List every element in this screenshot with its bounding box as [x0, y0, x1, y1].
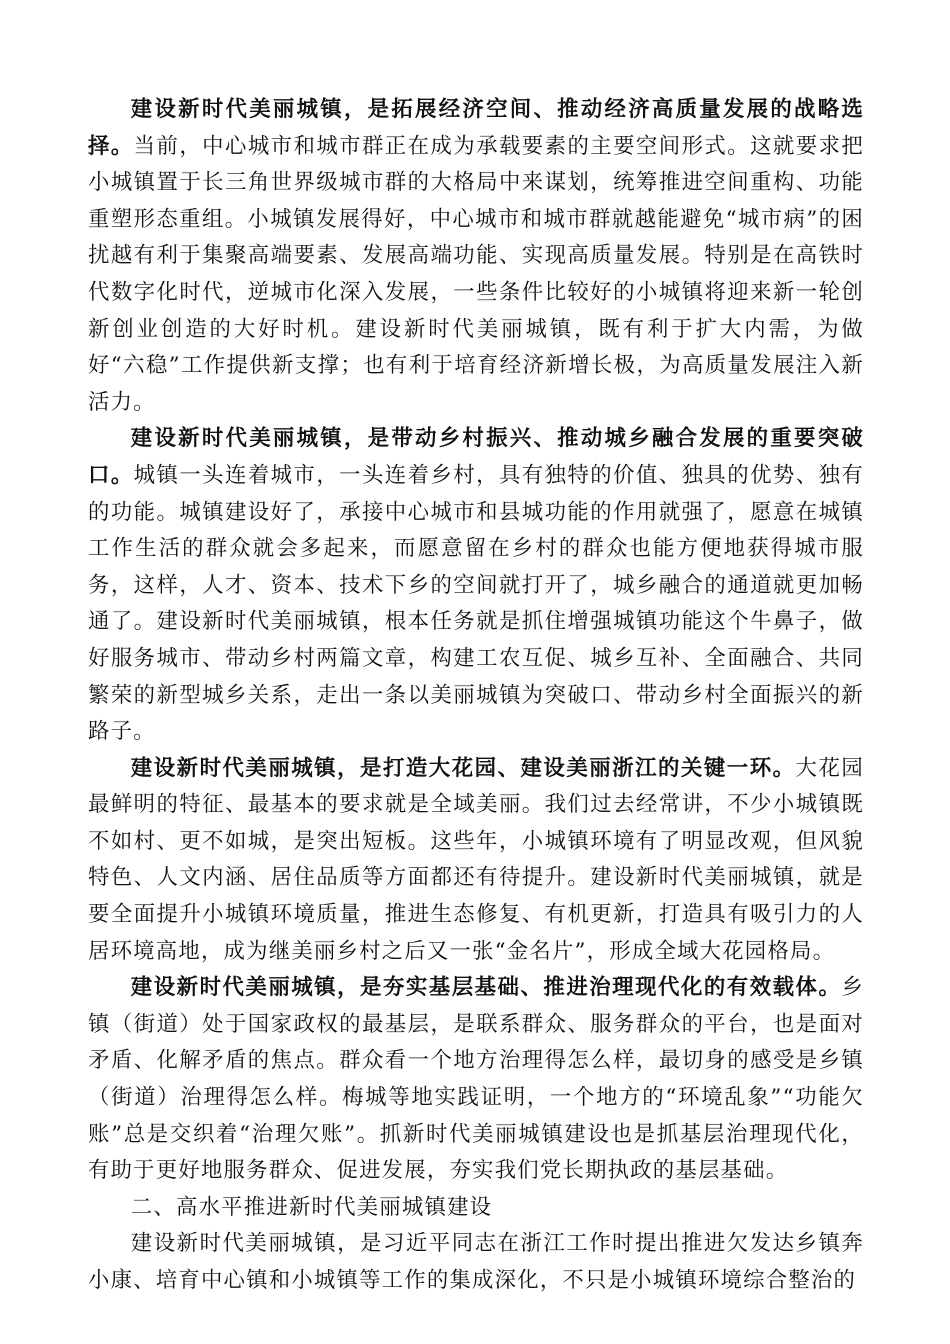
paragraph-lead: 建设新时代美丽城镇，是拓展经济空间、推动经济高质量发展的战略选择。	[88, 97, 864, 159]
paragraph-grassroots-governance	[88, 970, 864, 1190]
paragraph-lead: 建设新时代美丽城镇，是带动乡村振兴、推动城乡融合发展的重要突破口。	[88, 426, 864, 488]
paragraph-body: 城镇一头连着城市，一头连着乡村，具有独特的价值、独具的优势、独有的功能。城镇建设好了，承接中心城市和县城功能的作用就强了，愿意在城镇工作生活的群众就会多起来，而愿意留在乡村的群众也能方便地获得城市服务，这样，人才、资本、技术下乡的空间就打开了，城乡融合的通道就更加畅通了。建设新时代美丽城镇，根本任务就是抓住增强城镇功能这个牛鼻子，做好服务城市、带动乡村两篇文章，构建工农互促、城乡互补、全面融合、共同繁荣的新型城乡关系，走出一条以美丽城镇为突破口、带动乡村全面振兴的新路子。	[88, 462, 865, 745]
section-heading: 二、高水平推进新时代美丽城镇建设	[130, 1194, 493, 1220]
paragraph-big-garden	[88, 751, 864, 971]
paragraph-rural-revitalization	[88, 421, 864, 750]
paragraph-body: 大花园最鲜明的特征、最基本的要求就是全域美丽。我们过去经常讲，不少小城镇既不如村、更不如城，是突出短板。这些年，小城镇环境有了明显改观，但风貌特色、人文内涵、居住品质等方面都还有待提升。建设新时代美丽城镇，就是要全面提升小城镇环境质量，推进生态修复、有机更新，打造具有吸引力的人居环境高地，成为继美丽乡村之后又一张“金名片”，形成全域大花园格局。	[88, 755, 864, 964]
paragraph-final: 建设新时代美丽城镇，是习近平同志在浙江工作时提出推进欠发达乡镇奔小康、培育中心镇和小城镇等工作的集成深化，不只是小城镇环境综合整治的	[88, 1231, 864, 1293]
paragraph-body: 乡镇（街道）处于国家政权的最基层，是联系群众、服务群众的平台，也是面对矛盾、化解矛盾的焦点。群众看一个地方治理得怎么样，最切身的感受是乡镇（街道）治理得怎么样。梅城等地实践证明，一个地方的“环境乱象”“功能欠账”总是交织着“治理欠账”。抓新时代美丽城镇建设也是抓基层治理现代化，有助于更好地服务群众、促进发展，夯实我们党长期执政的基层基础。	[88, 975, 864, 1184]
paragraph-lead: 建设新时代美丽城镇，是打造大花园、建设美丽浙江的关键一环。	[130, 755, 796, 781]
paragraph-body: 当前，中心城市和城市群正在成为承载要素的主要空间形式。这就要求把小城镇置于长三角世界级城市群的大格局中来谋划，统筹推进空间重构、功能重塑形态重组。小城镇发展得好，中心城市和城市群就越能避免“城市病”的困扰越有利于集聚高端要素、发展高端功能、实现高质量发展。特别是在高铁时代数字化时代，逆城市化深入发展，一些条件比较好的小城镇将迎来新一轮创新创业创造的大好时机。建设新时代美丽城镇，既有利于扩大内需，为做好“六稳”工作提供新支撑；也有利于培育经济新增长极，为高质量发展注入新活力。	[88, 133, 865, 415]
paragraph-economic-space	[88, 92, 864, 421]
document-page	[88, 92, 864, 1300]
paragraph-lead: 建设新时代美丽城镇，是夯实基层基础、推进治理现代化的有效载体。	[130, 975, 842, 1001]
